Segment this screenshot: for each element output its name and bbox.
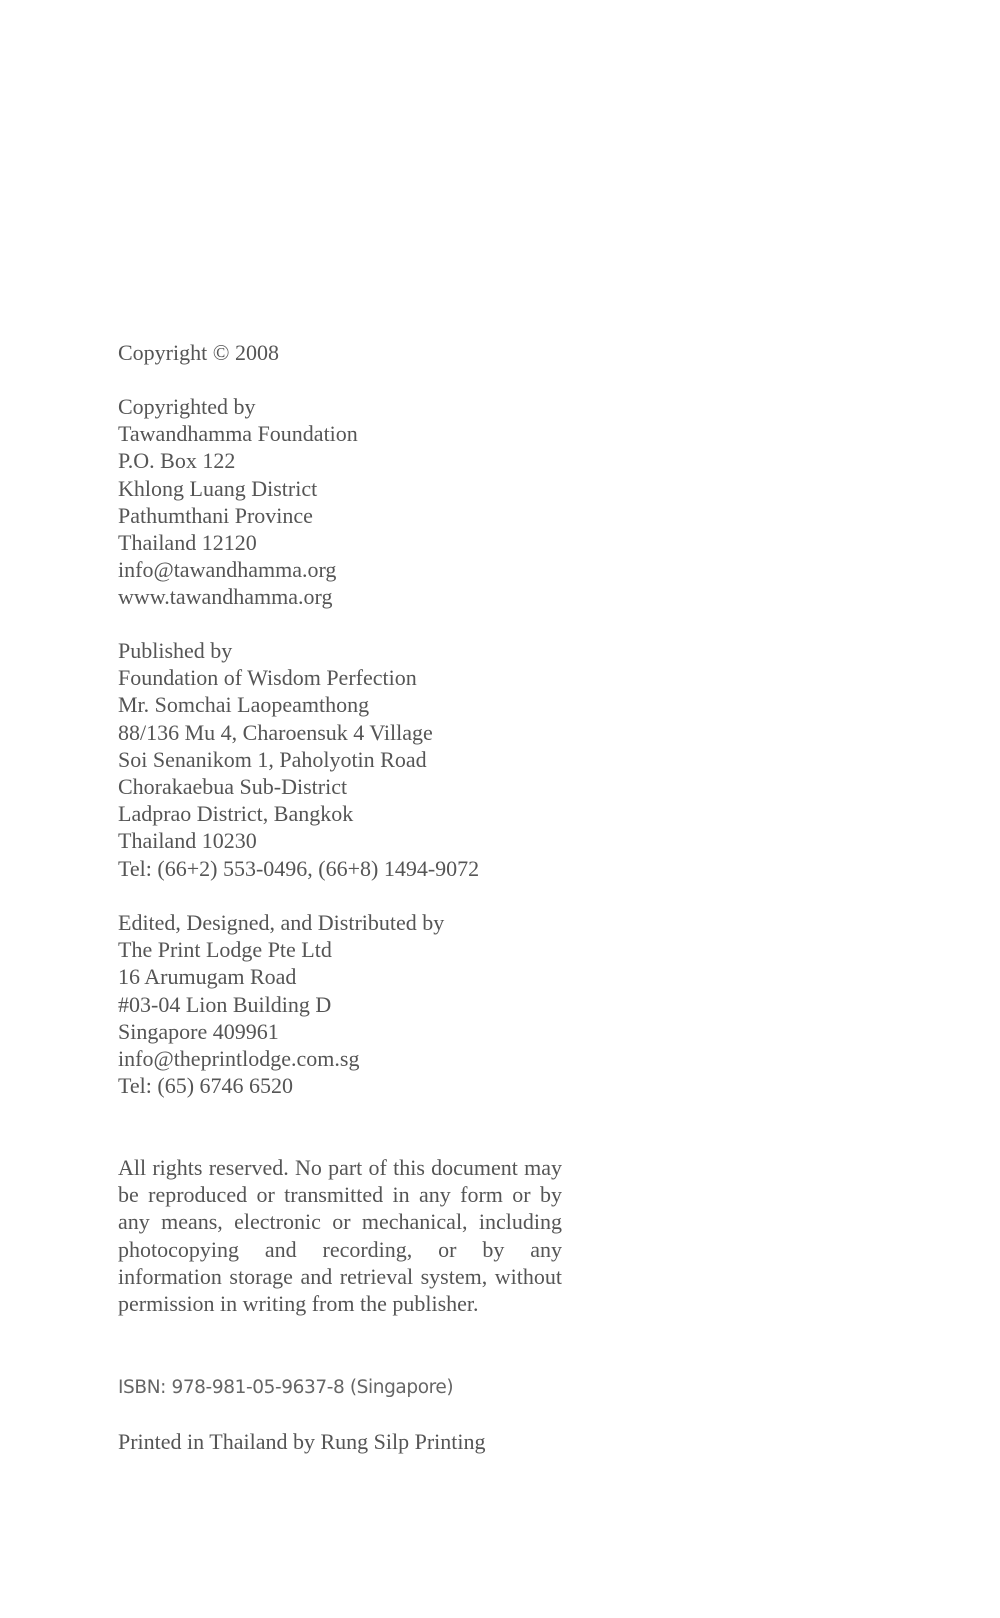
rights-statement: All rights reserved. No part of this document may be reproduced or transmitted in any form or by any means, electronic or mechanical, including photocopying and recording, or by any information storage and retrieval system, without permission in writing from the publisher. xyxy=(118,1155,562,1317)
holder-po-box: P.O. Box 122 xyxy=(118,448,236,474)
publisher-road: Soi Senanikom 1, Paholyotin Road xyxy=(118,746,427,772)
publisher-contact-person: Mr. Somchai Laopeamthong xyxy=(118,692,370,718)
distributor-country-postcode: Singapore 409961 xyxy=(118,1018,279,1044)
publisher-district-city: Ladprao District, Bangkok xyxy=(118,801,354,827)
holder-name: Tawandhamma Foundation xyxy=(118,421,358,447)
copyrighted-by-heading: Copyrighted by xyxy=(118,394,256,419)
printer-credit xyxy=(118,1428,562,1455)
distributor-street: 16 Arumugam Road xyxy=(118,964,297,990)
distributor-address xyxy=(118,909,562,1099)
distributed-by-heading: Edited, Designed, and Distributed by xyxy=(118,910,445,935)
copyright-line: Copyright © 2008 xyxy=(118,340,279,365)
isbn-line xyxy=(118,1374,562,1401)
printed-by-text: Printed in Thailand by Rung Silp Printing xyxy=(118,1429,486,1454)
holder-district: Khlong Luang District xyxy=(118,475,318,501)
holder-website: www.tawandhamma.org xyxy=(118,584,333,610)
holder-email: info@tawandhamma.org xyxy=(118,557,337,583)
copyright-holder-address xyxy=(118,393,562,611)
holder-country-postcode: Thailand 12120 xyxy=(118,530,257,556)
publisher-street: 88/136 Mu 4, Charoensuk 4 Village xyxy=(118,719,433,745)
publisher-telephone: Tel: (66+2) 553-0496, (66+8) 1494-9072 xyxy=(118,855,480,881)
holder-province: Pathumthani Province xyxy=(118,502,313,528)
publisher-name: Foundation of Wisdom Perfection xyxy=(118,665,417,691)
copyright-notice xyxy=(118,339,562,366)
distributor-telephone: Tel: (65) 6746 6520 xyxy=(118,1073,294,1099)
distributor-name: The Print Lodge Pte Ltd xyxy=(118,937,332,963)
publisher-country-postcode: Thailand 10230 xyxy=(118,828,257,854)
distributor-building: #03-04 Lion Building D xyxy=(118,991,332,1017)
publisher-sub-district: Chorakaebua Sub-District xyxy=(118,774,348,800)
publisher-address xyxy=(118,637,562,882)
distributor-email: info@theprintlodge.com.sg xyxy=(118,1046,360,1072)
published-by-heading: Published by xyxy=(118,638,233,663)
isbn-text: ISBN: 978-981-05-9637-8 (Singapore) xyxy=(118,1377,454,1398)
